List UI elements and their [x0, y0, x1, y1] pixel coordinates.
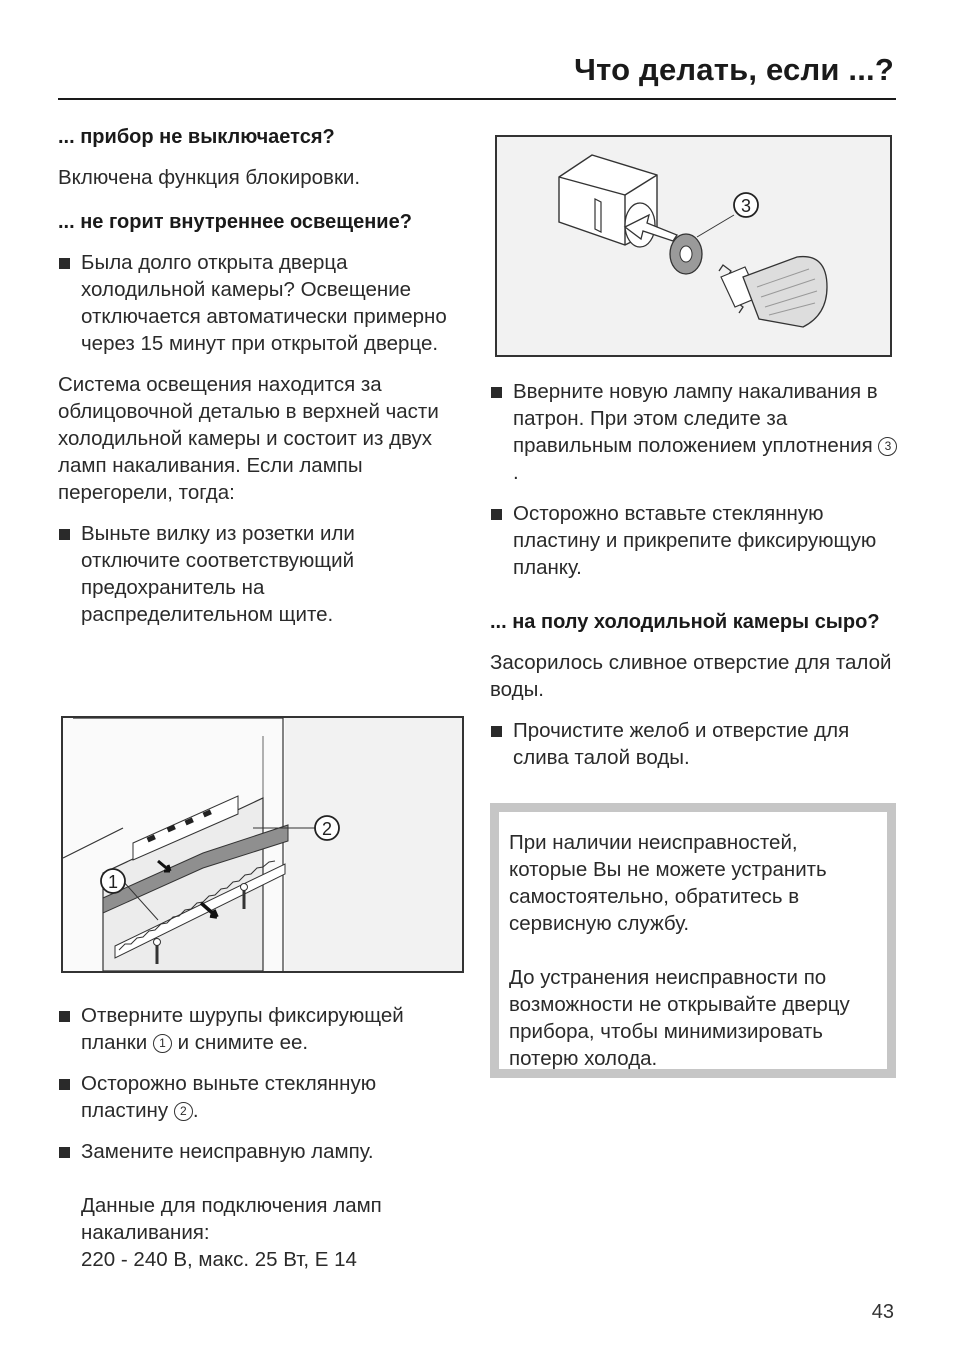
bullet-remove-glass: Осторожно выньте стеклянную пластину 2 . — [58, 1070, 458, 1124]
figure-remove-cover — [61, 716, 464, 973]
service-note-box — [490, 803, 896, 1078]
bullet-screw-in-lamp: Вверните новую лампу накаливания в патрон. При этом следите за правильным положением уплотнения 3. — [490, 378, 900, 486]
service-note-content — [499, 812, 887, 1069]
figure-lamp-seal — [495, 135, 892, 357]
svg-text:3: 3 — [740, 196, 752, 216]
title-rule — [58, 98, 896, 100]
bullet-replace-lamp: Замените неисправную лампу. — [58, 1138, 458, 1165]
svg-text:1: 1 — [107, 872, 119, 892]
cover-removal-illustration — [63, 718, 462, 971]
left-column-lower — [58, 1002, 458, 1287]
callout-ref-3: 3 — [878, 437, 897, 456]
left-column — [58, 124, 458, 642]
svg-text:2: 2 — [321, 819, 333, 839]
answer-lock-function: Включена функция блокировки. — [58, 166, 361, 189]
lamp-spec-value: 220 - 240 В, макс. 25 Вт, E 14 — [81, 1248, 357, 1271]
lighting-description: Система освещения находится за облицовочной деталью в верхней части холодильной камеры и состоит из двух ламп накаливания. Если лампы перегорели, тогда: — [58, 373, 439, 504]
question-floor-wet: ... на полу холодильной камеры сыро? — [490, 611, 880, 633]
bullet-unplug: Выньте вилку из розетки или отключите соответствующий предохранитель на распределительном щите. — [58, 520, 458, 628]
right-column — [490, 378, 900, 785]
lamp-spec-label: Данные для подключения ламп накаливания: — [81, 1194, 382, 1244]
page-title: Что делать, если ...? — [574, 52, 894, 87]
bullet-door-open: Была долго открыта дверца холодильной камеры? Освещение отключается автоматически примерно через 15 минут при открытой дверце. — [58, 249, 458, 357]
callout-ref-2: 2 — [174, 1102, 193, 1121]
note-service-text: При наличии неисправностей, которые Вы не можете устранить самостоятельно, обратитесь в сервисную службу. — [509, 831, 827, 935]
bullet-clean-drain: Прочистите желоб и отверстие для слива талой воды. — [490, 717, 900, 771]
lamp-bulb — [719, 257, 827, 327]
note-keep-door-closed: До устранения неисправности по возможности не открывайте дверцу прибора, чтобы минимизировать потерю холода. — [509, 966, 850, 1070]
bullet-insert-glass: Осторожно вставьте стеклянную пластину и прикрепите фиксирующую планку. — [490, 500, 900, 581]
question-not-switching-off: ... прибор не выключается? — [58, 126, 335, 148]
lamp-illustration — [497, 137, 890, 355]
question-light-off: ... не горит внутреннее освещение? — [58, 211, 412, 233]
page-number: 43 — [871, 1301, 894, 1323]
callout-ref-1: 1 — [153, 1034, 172, 1053]
answer-drain-clogged: Засорилось сливное отверстие для талой воды. — [490, 651, 892, 701]
bullet-unscrew-strip: Отверните шурупы фиксирующей планки 1 и снимите ее. — [58, 1002, 458, 1056]
